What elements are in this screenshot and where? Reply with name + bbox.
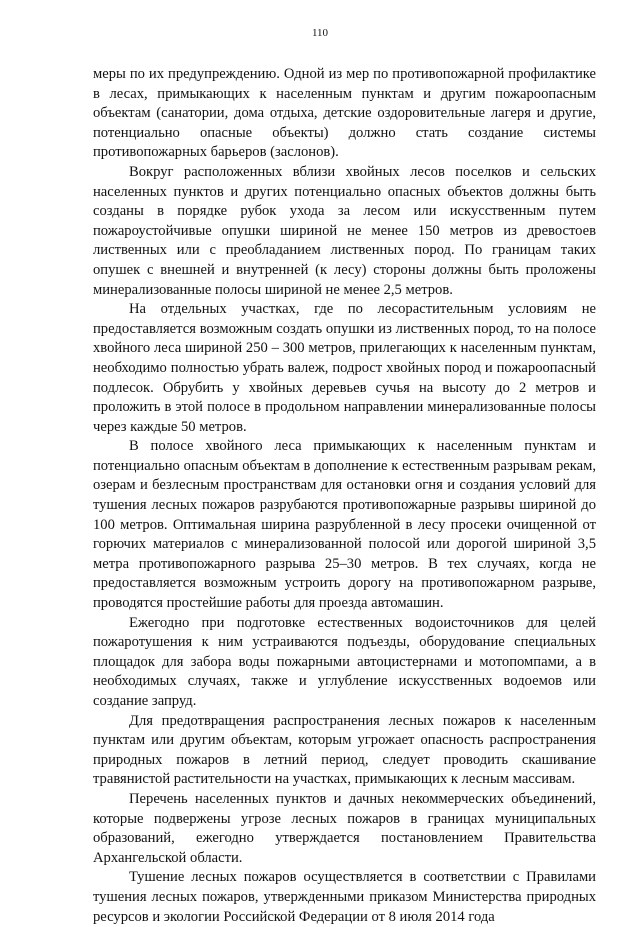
paragraph: На отдельных участках, где по лесорастительным условиям не предоставляется возможным создать опушки из лиственных пород, то на полосе хвойного леса шириной 250 – 300 метров, прилегающих к населенным пунктам, необходимо полностью убрать валеж, подрост хвойных пород и пожароопасный подлесок. Обрубить у хвойных деревьев сучья на высоту до 2 метров и проложить в этой полосе в продольном направлении минерализованные полосы через каждые 50 метров. xyxy=(93,301,596,435)
document-body xyxy=(93,65,596,927)
paragraph: Для предотвращения распространения лесных пожаров к населенным пунктам или другим объектам, которым угрожает опасность распространения природных пожаров в летний период, следует проводить скашивание травянистой растительности на участках, примыкающих к лесным массивам. xyxy=(93,712,596,788)
paragraph: Вокруг расположенных вблизи хвойных лесов поселков и сельских населенных пунктов и других потенциально опасных объектов должны быть созданы в порядке рубок ухода за лесом или искусственным путем пожароустойчивые опушки шириной не менее 150 метров из древостоев лиственных или с преобладанием лиственных пород. По границам таких опушек с внешней и внутренней (к лесу) стороны должны быть проложены минерализованные полосы шириной не менее 2,5 метров. xyxy=(93,163,596,298)
paragraph: меры по их предупреждению. Одной из мер по противопожарной профилактике в лесах, примыкающих к населенным пунктам и другим пожароопасным объектам (санатории, дома отдыха, детские оздоровительные лагеря и другие, потенциально опасные объекты) должно стать создание системы противопожарных барьеров (заслонов). xyxy=(93,66,596,161)
page-number: 110 xyxy=(311,27,329,39)
paragraph: Перечень населенных пунктов и дачных некоммерческих объединений, которые подвержены угрозе лесных пожаров в границах муниципальных образований, ежегодно утверждается постановлением Правительства Архангельской области. xyxy=(93,790,596,866)
paragraph: Тушение лесных пожаров осуществляется в соответствии с Правилами тушения лесных пожаров, утвержденными приказом Министерства природных ресурсов и экологии Российской Федерации от 8 июля 2014 года xyxy=(93,869,596,925)
paragraph: В полосе хвойного леса примыкающих к населенным пунктам и потенциально опасным объектам в дополнение к естественным разрывам рекам, озерам и безлесным пространствам для остановки огня и создания условий для тушения лесных пожаров разрубаются противопожарные разрывы шириной до 100 метров. Оптимальная ширина разрубленной в лесу просеки очищенной от горючих материалов с минерализованной полосой или дорогой шириной 3,5 метра противопожарного разрыва 25–30 метров. В тех случаях, когда не предоставляется возможным устроить дорогу на противопожарном разрыве, проводятся простейшие работы для проезда автомашин. xyxy=(93,438,596,612)
paragraph: Ежегодно при подготовке естественных водоисточников для целей пожаротушения к ним устраиваются подъезды, оборудование специальных площадок для забора воды пожарными автоцистернами и мотопомпами, а в необходимых случаях, также и углубление искусственных водоемов или создание запруд. xyxy=(93,614,596,709)
